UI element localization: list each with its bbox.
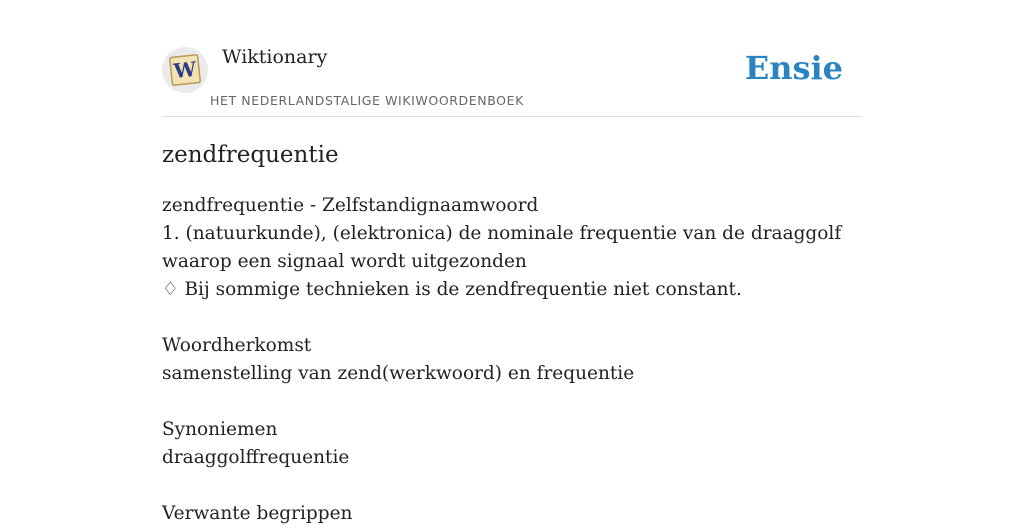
spacer	[162, 388, 862, 416]
synonyms-heading: Synoniemen	[162, 419, 278, 440]
page-container	[162, 0, 862, 528]
synonyms-text: draaggolffrequentie	[162, 447, 350, 468]
etymology-heading: Woordherkomst	[162, 335, 312, 356]
part-of-speech-line: zendfrequentie - Zelfstandignaamwoord	[162, 195, 539, 216]
definition: 1. (natuurkunde), (elektronica) de nominale frequentie van de draaggolf waarop een signaal wordt uitgezonden	[162, 223, 842, 272]
entry-content	[162, 192, 862, 528]
site-header	[162, 0, 862, 117]
wiktionary-tile-icon	[168, 53, 202, 87]
site-tagline: HET NEDERLANDSTALIGE WIKIWOORDENBOEK	[210, 93, 524, 108]
wiktionary-logo[interactable]	[162, 47, 208, 93]
site-name[interactable]: Wiktionary	[222, 46, 328, 68]
svg-text:W: W	[172, 56, 198, 84]
related-terms-heading: Verwante begrippen	[162, 503, 353, 524]
ensie-brand-link[interactable]: Ensie	[744, 49, 843, 87]
etymology-text: samenstelling van zend(werkwoord) en frequentie	[162, 363, 635, 384]
page-title: zendfrequentie	[162, 142, 339, 168]
spacer	[162, 304, 862, 332]
example-sentence: ♢ Bij sommige technieken is de zendfrequentie niet constant.	[162, 279, 742, 300]
spacer	[162, 472, 862, 500]
